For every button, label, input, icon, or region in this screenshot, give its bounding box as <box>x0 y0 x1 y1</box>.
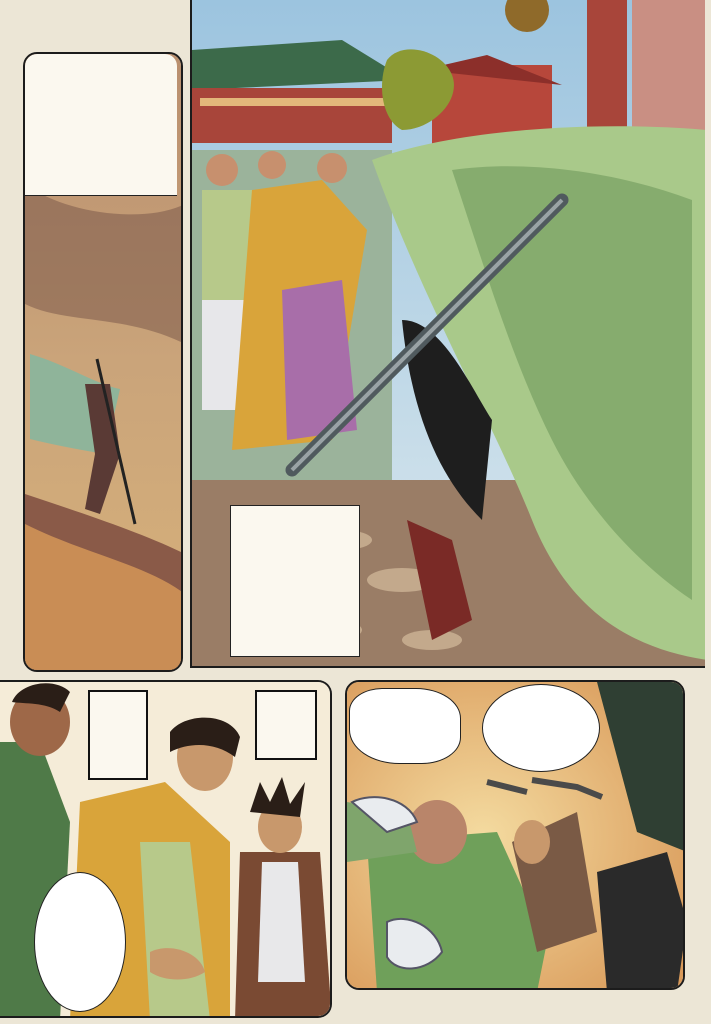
panel-2 <box>190 0 705 668</box>
speech-balloon-abang-seguru <box>482 684 600 772</box>
panel-4 <box>345 680 685 990</box>
narration-caption-2 <box>230 505 360 657</box>
panel-3 <box>0 680 332 1018</box>
narration-caption-1 <box>25 54 177 196</box>
shout-balloon-sial-betul <box>349 688 461 764</box>
name-box-kapak-lincah-hong-heng <box>88 690 148 780</box>
name-box-belantan-tulang-guhuo <box>255 690 317 760</box>
speech-balloon-jahanam <box>34 872 126 1012</box>
pillar <box>587 0 627 145</box>
panel-1 <box>23 52 183 672</box>
